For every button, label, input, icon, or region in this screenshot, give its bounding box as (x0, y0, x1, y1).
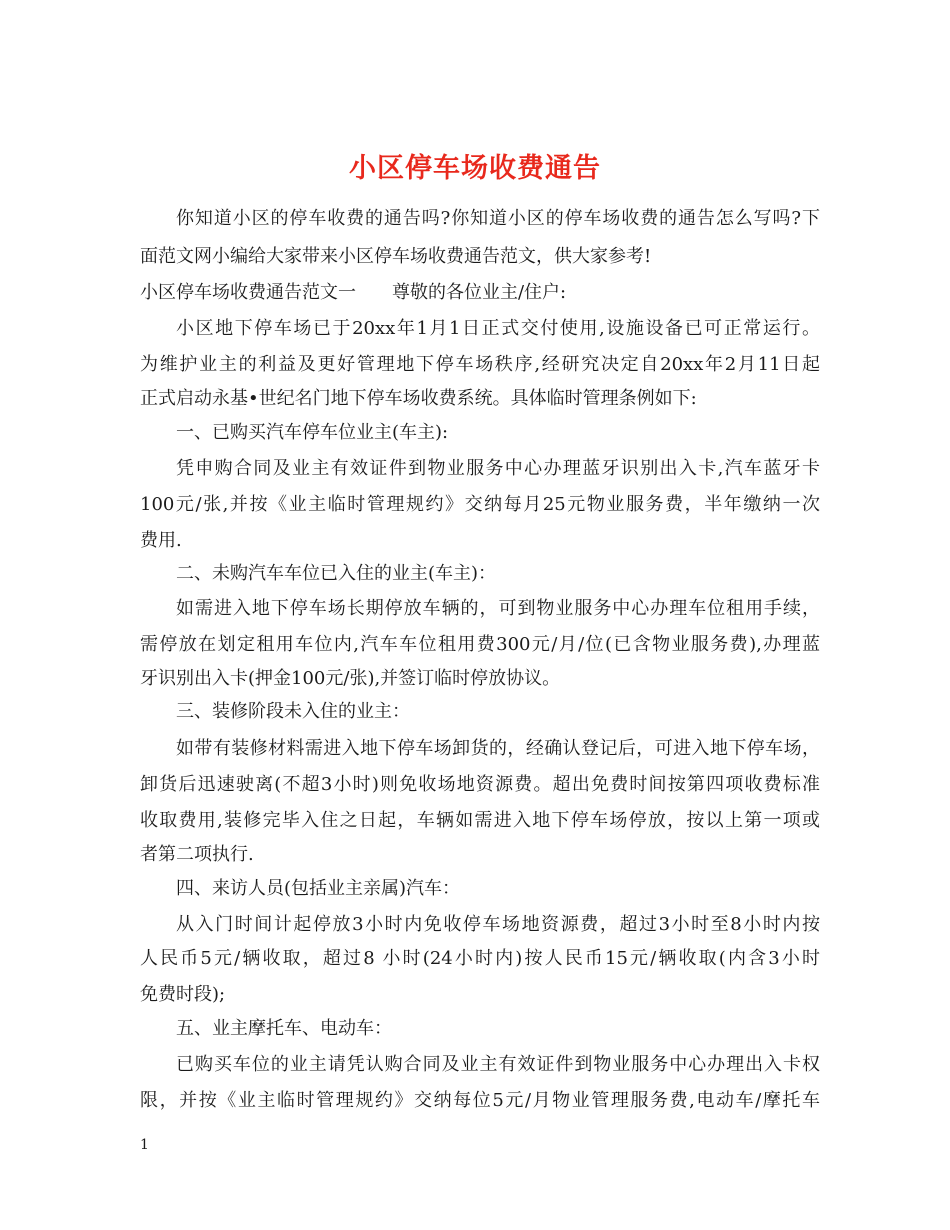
paragraph-line: 从入门时间计起停放3小时内免收停车场地资源费，超过3小时至8小时内按 (176, 914, 820, 935)
paragraph-line: 人民币5元/辆收取，超过8 小时(24小时内)按人民币15元/辆收取(内含3小时 (140, 948, 820, 969)
paragraph-line: 收取费用,装修完毕入住之日起，车辆如需进入地下停车场停放，按以上第一项或 (140, 810, 820, 831)
section-heading-4: 四、来访人员(包括业主亲属)汽车： (176, 878, 461, 899)
intro-line-1: 你知道小区的停车收费的通告吗?你知道小区的停车场收费的通告怎么写吗?下 (176, 208, 820, 229)
paragraph-line: 小区地下停车场已于20xx年1月1日正式交付使用,设施设备已可正常运行。 (176, 318, 820, 339)
paragraph-line: 正式启动永基•世纪名门地下停车场收费系统。具体临时管理条例如下: (140, 388, 697, 409)
intro-line-2: 面范文网小编给大家带来小区停车场收费通告范文，供大家参考! (140, 246, 652, 267)
paragraph-line: 免费时段); (140, 984, 226, 1005)
paragraph-line: 为维护业主的利益及更好管理地下停车场秩序,经研究决定自20xx年2月11日起 (140, 354, 820, 375)
paragraph-line: 者第二项执行. (140, 844, 254, 865)
paragraph-line: 100元/张,并按《业主临时管理规约》交纳每月25元物业服务费，半年缴纳一次 (140, 494, 820, 515)
paragraph-line: 如需进入地下停车场长期停放车辆的，可到物业服务中心办理车位租用手续， (176, 598, 820, 619)
paragraph-line: 凭申购合同及业主有效证件到物业服务中心办理蓝牙识别出入卡,汽车蓝牙卡 (176, 458, 820, 479)
section-heading-5: 五、业主摩托车、电动车： (176, 1018, 392, 1039)
paragraph-line: 已购买车位的业主请凭认购合同及业主有效证件到物业服务中心办理出入卡权 (176, 1054, 820, 1075)
paragraph-line: 如带有装修材料需进入地下停车场卸货的，经确认登记后，可进入地下停车场， (176, 738, 820, 759)
paragraph-line: 牙识别出入卡(押金100元/张),并签订临时停放协议。 (140, 668, 561, 689)
section-heading-2: 二、未购汽车车位已入住的业主(车主)： (176, 563, 497, 584)
page-title: 小区停车场收费通告 (349, 153, 601, 185)
page-number: 1 (140, 1137, 149, 1153)
section-heading-3: 三、装修阶段未入住的业主： (176, 701, 410, 722)
paragraph-line: 需停放在划定租用车位内,汽车车位租用费300元/月/位(已含物业服务费),办理蓝 (140, 634, 820, 655)
section-heading-1: 一、已购买汽车停车位业主(车主): (176, 422, 449, 443)
salutation-line: 小区停车场收费通告范文一 尊敬的各位业主/住户: (140, 282, 567, 303)
paragraph-line: 限，并按《业主临时管理规约》交纳每位5元/月物业管理服务费,电动车/摩托车 (140, 1090, 820, 1111)
paragraph-line: 卸货后迅速驶离(不超3小时)则免收场地资源费。超出免费时间按第四项收费标准 (140, 774, 820, 795)
paragraph-line: 费用. (140, 530, 182, 551)
